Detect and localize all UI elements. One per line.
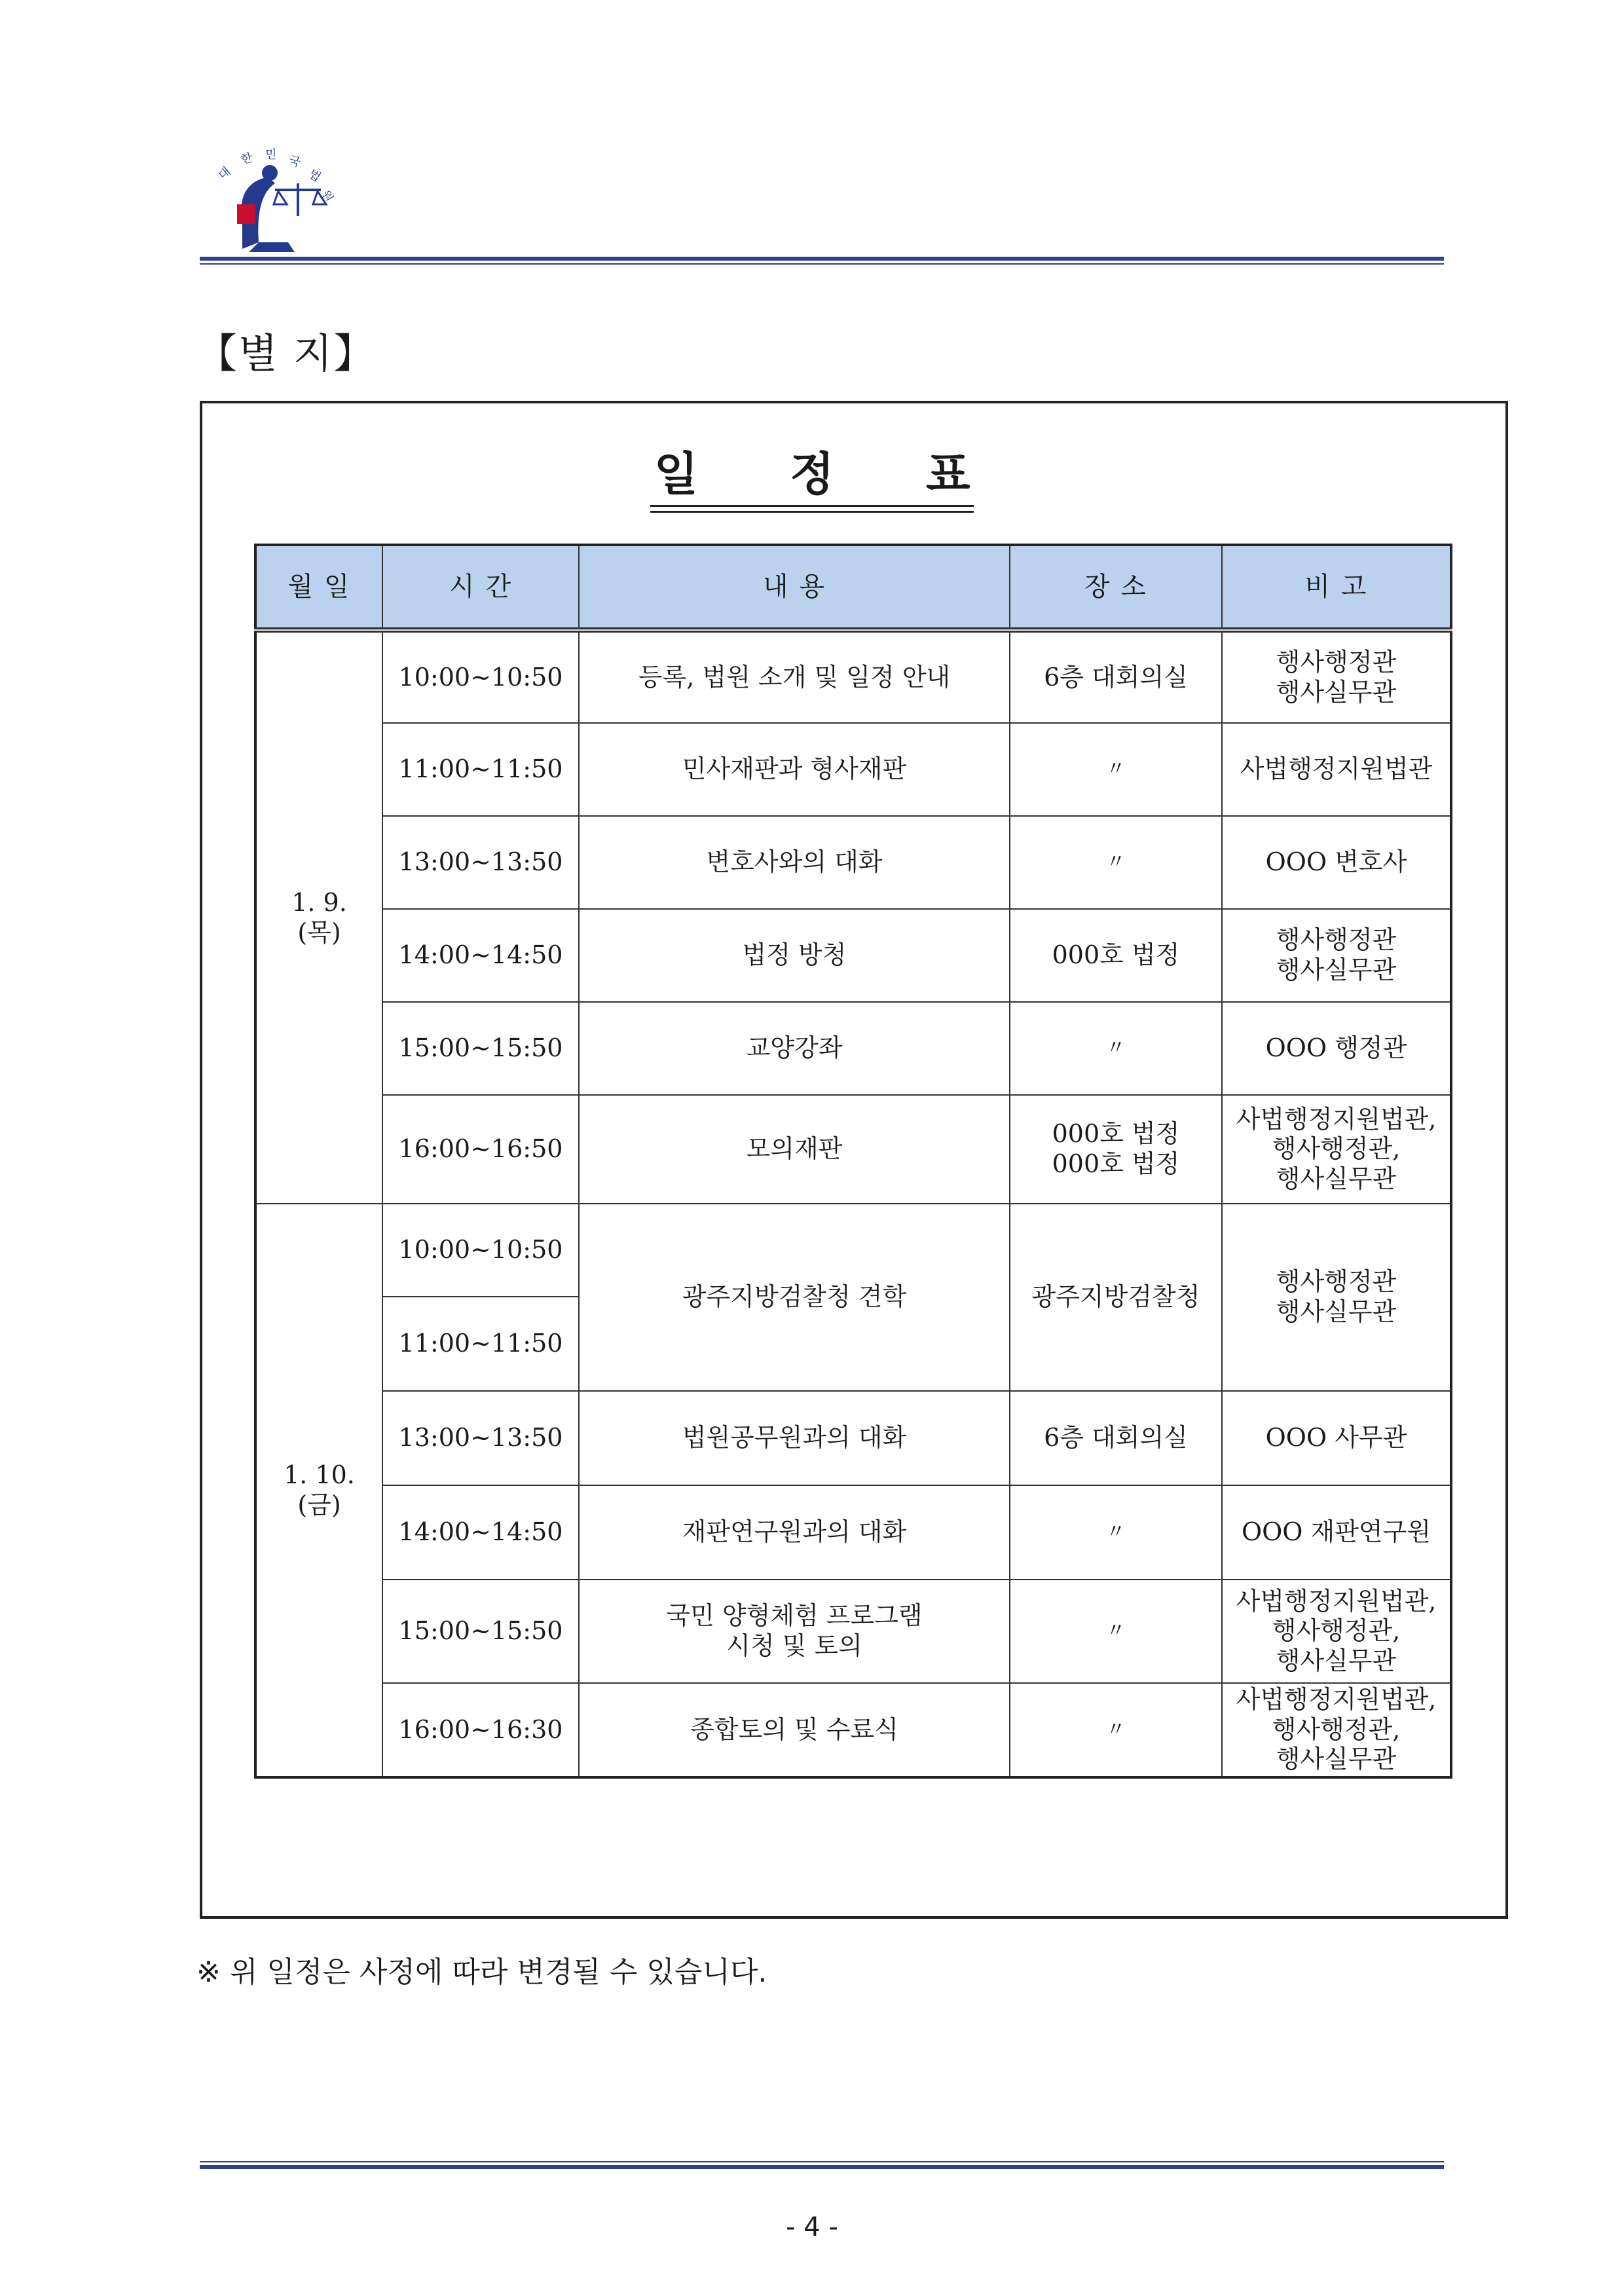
col-header-date: 월 일 — [255, 545, 382, 630]
svg-text:민: 민 — [265, 148, 277, 162]
place-cell: 6층 대회의실 — [1010, 630, 1222, 723]
place-cell: 6층 대회의실 — [1010, 1391, 1222, 1485]
time-cell: 15:00~15:50 — [382, 1580, 579, 1683]
col-header-place: 장 소 — [1010, 545, 1222, 630]
time-cell: 10:00~10:50 — [382, 1204, 579, 1297]
time-cell: 16:00~16:50 — [382, 1095, 579, 1204]
page-number: - 4 - — [786, 2212, 838, 2242]
court-logo — [196, 144, 341, 255]
time-cell: 13:00~13:50 — [382, 1391, 579, 1485]
table-row — [255, 1391, 1451, 1485]
note-cell: OOO 사무관 — [1222, 1391, 1451, 1485]
note-cell: OOO 재판연구원 — [1222, 1485, 1451, 1580]
svg-text:원: 원 — [318, 188, 336, 205]
content-cell: 법정 방청 — [579, 909, 1010, 1002]
place-cell: 〃 — [1010, 816, 1222, 909]
note-cell: 사법행정지원법관 — [1222, 723, 1451, 816]
footer-rule — [200, 2161, 1444, 2169]
time-cell: 10:00~10:50 — [382, 630, 579, 723]
content-cell: 법원공무원과의 대화 — [579, 1391, 1010, 1485]
content-cell: 국민 양형체험 프로그램 시청 및 토의 — [579, 1580, 1010, 1683]
schedule-title: 일 정 표 — [0, 437, 1624, 504]
time-cell: 15:00~15:50 — [382, 1002, 579, 1095]
table-row — [255, 1095, 1451, 1204]
time-cell: 11:00~11:50 — [382, 723, 579, 816]
table-header-row — [255, 545, 1451, 630]
header-rule — [200, 257, 1444, 265]
table-row — [255, 1002, 1451, 1095]
time-cell: 14:00~14:50 — [382, 1485, 579, 1580]
note-cell: 행사행정관 행사실무관 — [1222, 909, 1451, 1002]
footnote: ※ 위 일정은 사정에 따라 변경될 수 있습니다. — [196, 1955, 767, 1989]
note-cell: 사법행정지원법관, 행사행정관, 행사실무관 — [1222, 1580, 1451, 1683]
col-header-note: 비 고 — [1222, 545, 1451, 630]
svg-text:한: 한 — [239, 151, 255, 167]
content-cell: 광주지방검찰청 견학 — [579, 1204, 1010, 1391]
time-cell: 11:00~11:50 — [382, 1297, 579, 1391]
place-cell: 000호 법정 000호 법정 — [1010, 1095, 1222, 1204]
content-cell: 종합토의 및 수료식 — [579, 1683, 1010, 1777]
table-row — [255, 1580, 1451, 1683]
table-row — [255, 1485, 1451, 1580]
place-cell: 〃 — [1010, 1683, 1222, 1777]
place-cell: 〃 — [1010, 1580, 1222, 1683]
table-row — [255, 1204, 1451, 1297]
table-row — [255, 723, 1451, 816]
schedule-table — [254, 544, 1452, 1779]
note-cell: OOO 변호사 — [1222, 816, 1451, 909]
place-cell: 〃 — [1010, 723, 1222, 816]
note-cell: OOO 행정관 — [1222, 1002, 1451, 1095]
content-cell: 재판연구원과의 대화 — [579, 1485, 1010, 1580]
table-row — [255, 816, 1451, 909]
svg-text:법: 법 — [306, 166, 323, 185]
content-cell: 민사재판과 형사재판 — [579, 723, 1010, 816]
table-row — [255, 909, 1451, 1002]
date-cell: 1. 9. (목) — [255, 630, 382, 1204]
annex-label: 【별 지】 — [196, 329, 376, 377]
place-cell: 광주지방검찰청 — [1010, 1204, 1222, 1391]
note-cell: 사법행정지원법관, 행사행정관, 행사실무관 — [1222, 1683, 1451, 1777]
time-cell: 14:00~14:50 — [382, 909, 579, 1002]
table-row — [255, 630, 1451, 723]
time-cell: 16:00~16:30 — [382, 1683, 579, 1777]
table-row — [255, 1683, 1451, 1777]
place-cell: 〃 — [1010, 1485, 1222, 1580]
content-cell: 모의재판 — [579, 1095, 1010, 1204]
note-cell: 행사행정관 행사실무관 — [1222, 1204, 1451, 1391]
content-cell: 변호사와의 대화 — [579, 816, 1010, 909]
place-cell: 000호 법정 — [1010, 909, 1222, 1002]
svg-text:대: 대 — [215, 164, 234, 183]
content-cell: 등록, 법원 소개 및 일정 안내 — [579, 630, 1010, 723]
col-header-time: 시 간 — [382, 545, 579, 630]
note-cell: 행사행정관 행사실무관 — [1222, 630, 1451, 723]
place-cell: 〃 — [1010, 1002, 1222, 1095]
date-cell: 1. 10. (금) — [255, 1204, 382, 1777]
col-header-content: 내 용 — [579, 545, 1010, 630]
svg-text:국: 국 — [287, 153, 302, 170]
time-cell: 13:00~13:50 — [382, 816, 579, 909]
content-cell: 교양강좌 — [579, 1002, 1010, 1095]
note-cell: 사법행정지원법관, 행사행정관, 행사실무관 — [1222, 1095, 1451, 1204]
